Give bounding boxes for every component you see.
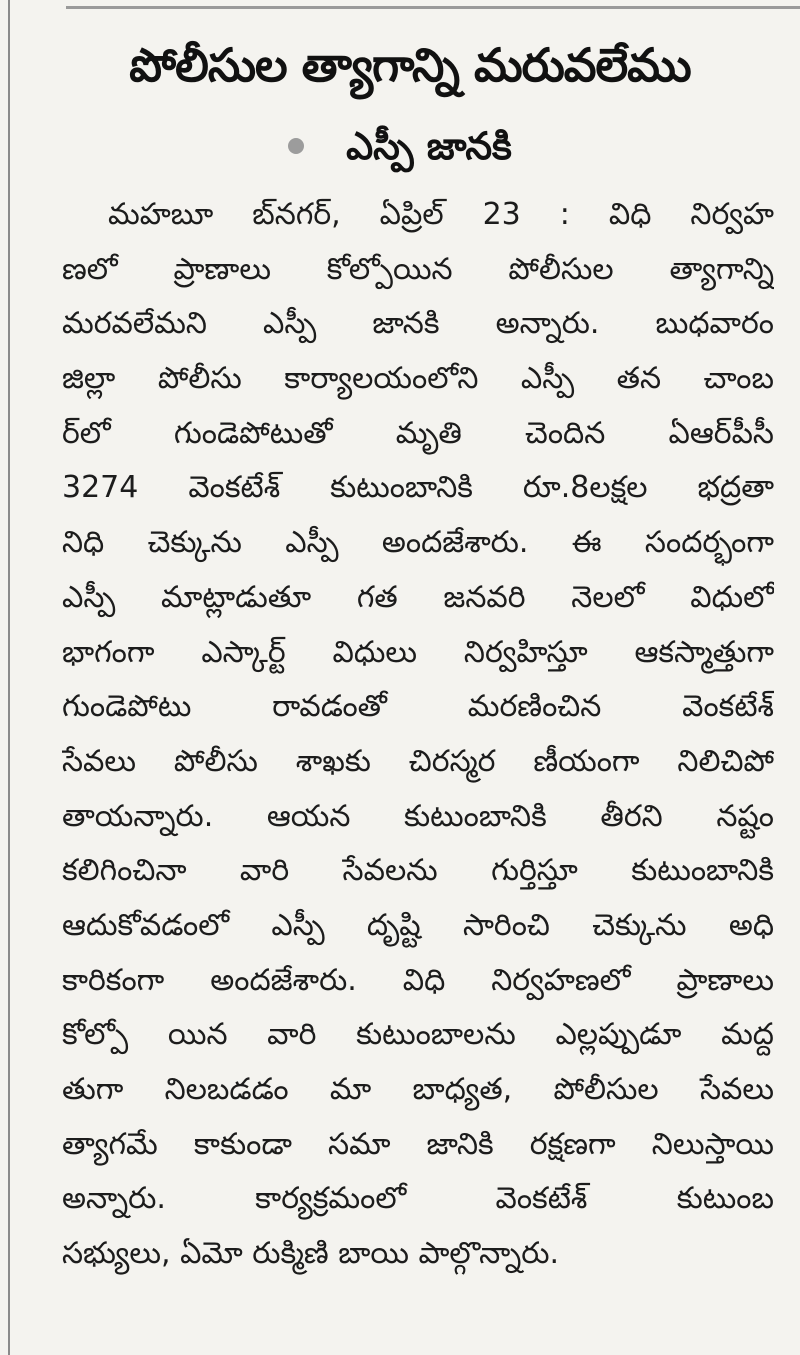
body-line: ఆదుకోవడంలో ఎస్పీ దృష్టి సారించి చెక్కును అధి	[62, 907, 774, 943]
body-line: సేవలు పోలీసు శాఖకు చిరస్మర ణీయంగా నిలిచిపో	[62, 743, 774, 779]
bullet-dot-icon	[288, 138, 304, 154]
body-line: కోల్పో యిన వారి కుటుంబాలను ఎల్లప్పుడూ మద్ద	[62, 1017, 774, 1053]
body-line: 3274 వెంకటేశ్ కుటుంబానికి రూ.8లక్షల భద్రతా	[62, 470, 774, 506]
body-line: త్యాగమే కాకుండా సమా జానికి రక్షణగా నిలుస్తాయి	[62, 1126, 774, 1162]
body-line: అన్నారు. కార్యక్రమంలో వెంకటేశ్ కుటుంబ	[62, 1181, 774, 1217]
body-line: ఎస్పీ మాట్లాడుతూ గత జనవరి నెలలో విధులో	[62, 579, 774, 615]
body-line: కారికంగా అందజేశారు. విధి నిర్వహణలో ప్రాణాలు	[62, 962, 774, 998]
column-rule-top	[66, 6, 800, 9]
body-line: తుగా నిలబడడం మా బాధ్యత, పోలీసుల సేవలు	[62, 1072, 774, 1107]
body-line: మహబూ బ్‌నగర్, ఏప్రిల్ 23 : విధి నిర్వహ	[108, 197, 774, 232]
body-line: నిధి చెక్కును ఎస్పీ అందజేశారు. ఈ సందర్భంగా	[62, 525, 774, 561]
body-line: గుండెపోటు రావడంతో మరణించిన వెంకటేశ్	[62, 689, 774, 725]
body-line: కలిగించినా వారి సేవలను గుర్తిస్తూ కుటుంబానికి	[62, 853, 774, 889]
body-line: ర్‌లో గుండెపోటుతో మృతి చెందిన ఏఆర్‌పీసీ	[62, 415, 774, 451]
body-line: భాగంగా ఎస్కార్ట్ విధులు నిర్వహిస్తూ ఆకస్మాత్తుగా	[62, 634, 774, 670]
body-line: జిల్లా పోలీసు కార్యాలయంలోని ఎస్పీ తన చాంబ	[62, 361, 774, 397]
column-rule-left	[8, 0, 10, 1355]
byline: ఎస్పీ జానకి	[346, 124, 512, 168]
byline-row	[0, 116, 800, 176]
headline: పోలీసుల త్యాగాన్ని మరువలేము	[129, 38, 691, 92]
body-line: మరవలేమని ఎస్పీ జానకి అన్నారు. బుధవారం	[62, 306, 774, 342]
body-line: తాయన్నారు. ఆయన కుటుంబానికి తీరని నష్టం	[62, 798, 774, 834]
body-line: సభ్యులు, ఏమో రుక్మిణి బాయి పాల్గొన్నారు.	[62, 1236, 559, 1272]
article-body	[62, 188, 774, 1282]
body-line: ణలో ప్రాణాలు కోల్పోయిన పోలీసుల త్యాగాన్ని	[62, 251, 774, 287]
